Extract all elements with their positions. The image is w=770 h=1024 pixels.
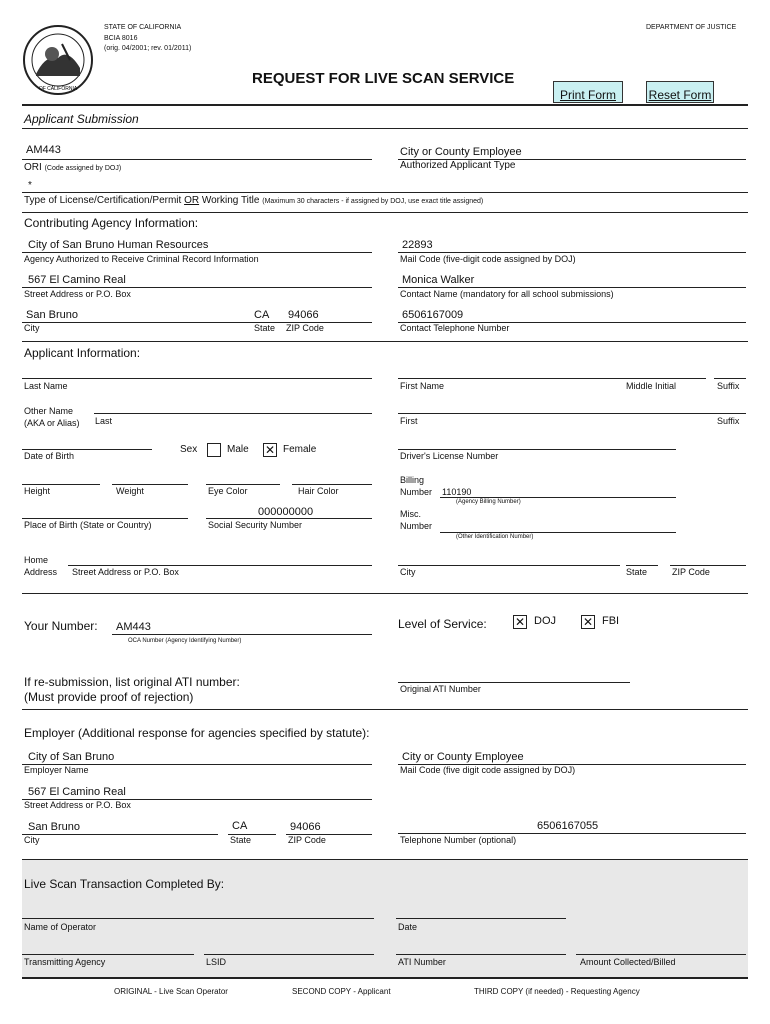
agency-field[interactable]: City of San Bruno Human Resources xyxy=(28,239,209,251)
employer-city-line xyxy=(22,834,218,835)
middle-initial-label: Middle Initial xyxy=(626,381,677,391)
home-zip-field[interactable] xyxy=(670,565,746,566)
mailcode-line xyxy=(398,252,746,253)
home-street-label: Street Address or P.O. Box xyxy=(72,567,179,577)
contact-phone-label: Contact Telephone Number xyxy=(400,323,510,333)
mailcode-label: Mail Code (five-digit code assigned by DOJ) xyxy=(400,254,576,264)
home-city-label: City xyxy=(400,567,416,577)
divider xyxy=(22,341,748,342)
employer-zip-label: ZIP Code xyxy=(288,835,326,845)
dob-field[interactable] xyxy=(22,449,152,450)
completed-heading: Live Scan Transaction Completed By: xyxy=(24,877,225,891)
city-field[interactable]: San Bruno xyxy=(26,309,78,321)
transmitting-agency-field[interactable] xyxy=(22,954,194,955)
home-label-b: Address xyxy=(24,567,58,577)
doj-label: DOJ xyxy=(534,615,556,627)
state-label: State xyxy=(254,323,276,333)
date-label: Date xyxy=(398,922,418,932)
level-of-service-label: Level of Service: xyxy=(398,617,487,631)
height-field[interactable] xyxy=(22,484,100,485)
street-line xyxy=(22,287,372,288)
ssn-line xyxy=(206,518,372,519)
ori-line xyxy=(22,159,372,160)
suffix-label: Suffix xyxy=(717,381,740,391)
employer-city-label: City xyxy=(24,835,40,845)
female-label: Female xyxy=(283,444,317,455)
transmitting-agency-label: Transmitting Agency xyxy=(24,957,106,967)
employer-heading: Employer (Additional response for agencies specified by statute): xyxy=(24,726,370,740)
ati-number-field[interactable] xyxy=(396,954,566,955)
street-field[interactable]: 567 El Camino Real xyxy=(28,274,126,286)
ssn-field[interactable]: 000000000 xyxy=(258,506,314,518)
employer-mailcode-label: Mail Code (five digit code assigned by DOJ) xyxy=(400,765,576,775)
ori-field[interactable]: AM443 xyxy=(26,144,61,156)
ssn-label: Social Security Number xyxy=(208,520,303,530)
home-state-field[interactable] xyxy=(626,565,658,566)
zip-field[interactable]: 94066 xyxy=(288,309,319,321)
operator-label: Name of Operator xyxy=(24,922,97,932)
billing-field[interactable]: 110190 xyxy=(442,487,472,497)
department-name: DEPARTMENT OF JUSTICE xyxy=(646,24,737,31)
height-label: Height xyxy=(24,486,51,496)
fbi-checkbox[interactable]: ✕ xyxy=(582,615,594,629)
agency-line xyxy=(22,252,372,253)
home-street-field[interactable] xyxy=(68,565,372,566)
pob-label: Place of Birth (State or Country) xyxy=(24,520,152,530)
svg-text:OF CALIFORNIA: OF CALIFORNIA xyxy=(38,86,78,92)
contact-line xyxy=(398,287,746,288)
hair-label: Hair Color xyxy=(298,486,339,496)
contact-name-label: Contact Name (mandatory for all school submissions) xyxy=(400,289,614,299)
footer-original: ORIGINAL - Live Scan Operator xyxy=(114,987,228,996)
employer-phone-label: Telephone Number (optional) xyxy=(400,835,517,845)
misc-label-a: Misc. xyxy=(400,509,421,519)
license-label: Type of License/Certification/Permit OR Working Title (Maximum 30 characters - if assigned by DOJ, use exact title assigned) xyxy=(24,195,484,206)
your-number-label: Your Number: xyxy=(24,619,98,633)
required-asterisk: * xyxy=(28,180,32,191)
female-checkbox[interactable]: ✕ xyxy=(264,443,276,457)
doj-checkbox[interactable]: ✕ xyxy=(514,615,526,629)
dl-field[interactable] xyxy=(398,449,676,450)
ati-number-label: ATI Number xyxy=(398,957,446,967)
resubmission-line2: (Must provide proof of rejection) xyxy=(24,690,194,704)
home-label-a: Home xyxy=(24,555,49,565)
aka-first-field[interactable] xyxy=(398,413,746,414)
employer-name-field[interactable]: City of San Bruno xyxy=(28,751,115,763)
amount-label: Amount Collected/Billed xyxy=(580,957,676,967)
divider xyxy=(22,212,748,213)
last-name-label: Last Name xyxy=(24,381,68,391)
employer-street-label: Street Address or P.O. Box xyxy=(24,800,131,810)
weight-label: Weight xyxy=(116,486,144,496)
form-revision: (orig. 04/2001; rev. 01/2011) xyxy=(104,45,192,52)
employer-name-label: Employer Name xyxy=(24,765,89,775)
footer-second-copy: SECOND COPY - Applicant xyxy=(292,987,391,996)
reset-form-button[interactable]: Reset Form xyxy=(646,81,714,103)
bottom-divider xyxy=(22,977,748,979)
weight-field[interactable] xyxy=(112,484,188,485)
amount-field[interactable] xyxy=(576,954,746,955)
other-name-label: Other Name xyxy=(24,406,74,416)
employer-state-field[interactable]: CA xyxy=(232,820,248,832)
form-id: BCIA 8016 xyxy=(104,35,138,42)
applicant-type-field[interactable]: City or County Employee xyxy=(400,146,522,158)
billing-line xyxy=(440,497,676,498)
street-label: Street Address or P.O. Box xyxy=(24,289,131,299)
misc-field[interactable] xyxy=(440,532,676,533)
your-number-field[interactable]: AM443 xyxy=(116,621,151,633)
resubmission-line1: If re-submission, list original ATI number: xyxy=(24,675,240,689)
hair-field[interactable] xyxy=(292,484,372,485)
sex-label: Sex xyxy=(180,444,198,455)
employer-zip-field[interactable]: 94066 xyxy=(290,821,321,833)
eye-label: Eye Color xyxy=(208,486,248,496)
form-title: REQUEST FOR LIVE SCAN SERVICE xyxy=(252,70,515,87)
date-field[interactable] xyxy=(396,918,566,919)
dob-label: Date of Birth xyxy=(24,451,75,461)
state-field[interactable]: CA xyxy=(254,309,270,321)
lsid-field[interactable] xyxy=(204,954,374,955)
employer-state-label: State xyxy=(230,835,252,845)
original-ati-field[interactable] xyxy=(398,682,630,683)
suffix-field[interactable] xyxy=(714,378,746,379)
employer-city-field[interactable]: San Bruno xyxy=(28,821,80,833)
first-name-label: First Name xyxy=(400,381,445,391)
aka-last-field[interactable] xyxy=(94,413,372,414)
home-state-label: State xyxy=(626,567,648,577)
applicant-heading: Applicant Information: xyxy=(24,346,141,360)
agency-label: Agency Authorized to Receive Criminal Record Information xyxy=(24,254,259,264)
employer-street-field[interactable]: 567 El Camino Real xyxy=(28,786,126,798)
home-zip-label: ZIP Code xyxy=(672,567,710,577)
contact-name-field[interactable]: Monica Walker xyxy=(402,274,475,286)
lsid-label: LSID xyxy=(206,957,227,967)
contributing-heading: Contributing Agency Information: xyxy=(24,216,199,230)
footer-third-copy: THIRD COPY (if needed) - Requesting Agency xyxy=(474,987,640,996)
zip-label: ZIP Code xyxy=(286,323,324,333)
last-name-field[interactable] xyxy=(22,378,372,379)
aka-label: (AKA or Alias) xyxy=(24,418,80,428)
operator-field[interactable] xyxy=(22,918,374,919)
employer-phone-line xyxy=(398,833,746,834)
state-name: STATE OF CALIFORNIA xyxy=(104,24,182,31)
your-number-line xyxy=(112,634,372,635)
ori-label: ORI (Code assigned by DOJ) xyxy=(24,162,122,173)
aka-suffix-label: Suffix xyxy=(717,416,740,426)
fbi-label: FBI xyxy=(602,615,620,627)
applicant-type-label: Authorized Applicant Type xyxy=(400,160,516,171)
aka-first-label: First xyxy=(400,416,418,426)
state-seal xyxy=(22,24,94,96)
billing-note: (Agency Billing Number) xyxy=(456,499,521,505)
aka-last-label: Last xyxy=(95,416,113,426)
section-applicant-submission: Applicant Submission xyxy=(24,112,139,126)
city-label: City xyxy=(24,323,40,333)
original-ati-label: Original ATI Number xyxy=(400,684,481,694)
employer-mailcode-field[interactable]: City or County Employee xyxy=(402,751,524,763)
misc-note: (Other Identification Number) xyxy=(456,534,534,540)
eye-field[interactable] xyxy=(206,484,280,485)
oca-note: OCA Number (Agency Identifying Number) xyxy=(128,638,242,644)
employer-phone-field[interactable]: 6506167055 xyxy=(537,820,599,832)
print-form-button[interactable]: Print Form xyxy=(553,81,623,103)
section-divider xyxy=(22,128,748,129)
pob-field[interactable] xyxy=(22,518,188,519)
contact-phone-field[interactable]: 6506167009 xyxy=(402,309,464,321)
billing-label-b: Number xyxy=(400,487,433,497)
billing-label-a: Billing xyxy=(400,475,425,485)
divider xyxy=(22,709,748,710)
dl-label: Driver's License Number xyxy=(400,451,499,461)
first-name-field[interactable] xyxy=(398,378,706,379)
male-checkbox[interactable] xyxy=(207,443,221,457)
header-divider xyxy=(22,104,748,106)
misc-label-b: Number xyxy=(400,521,433,531)
home-city-field[interactable] xyxy=(398,565,620,566)
male-label: Male xyxy=(227,444,249,455)
divider xyxy=(22,593,748,594)
license-line xyxy=(22,192,748,193)
mailcode-field[interactable]: 22893 xyxy=(402,239,433,251)
